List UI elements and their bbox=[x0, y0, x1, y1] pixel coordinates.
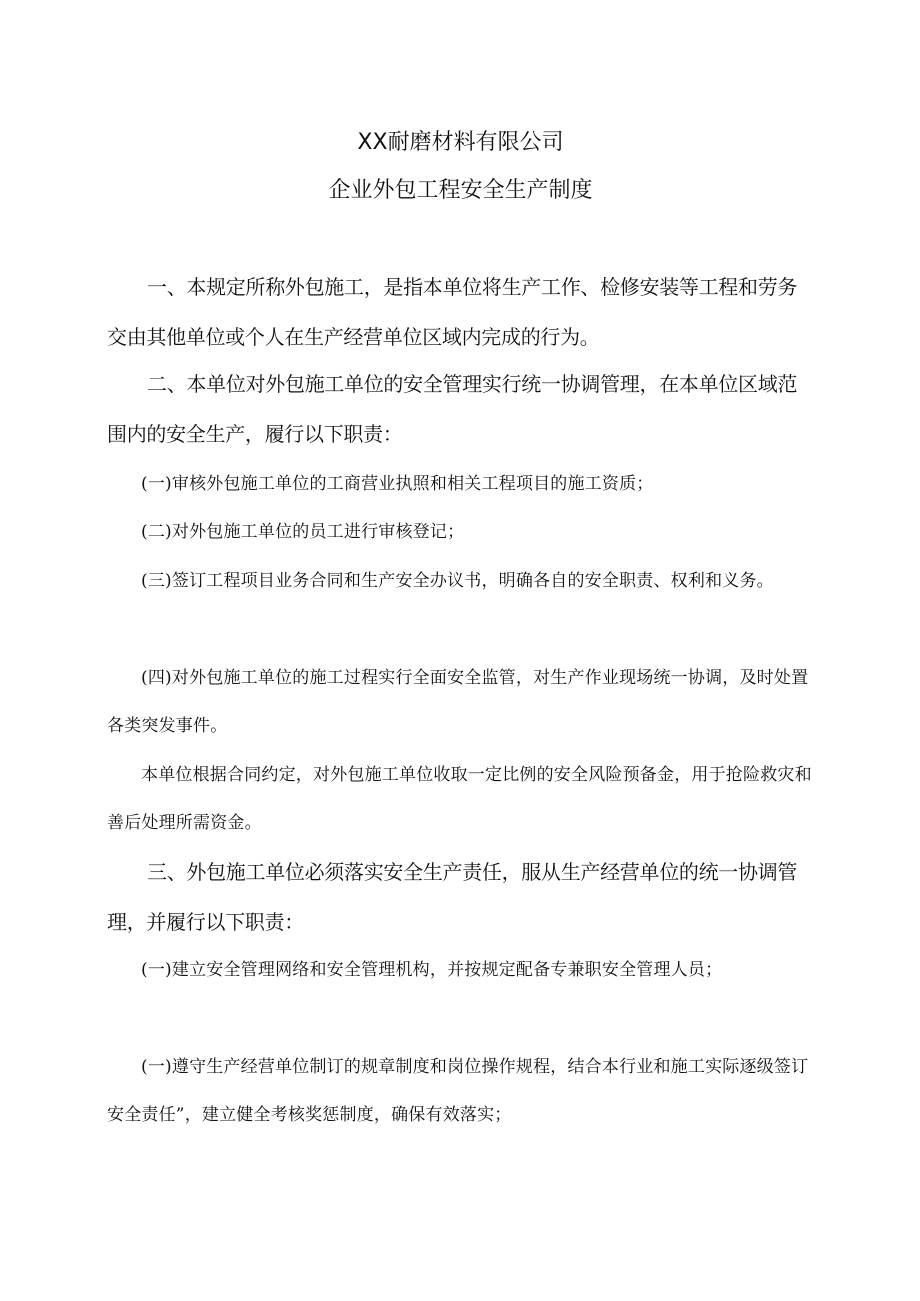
clause-2-item-1: (一)审核外包施工单位的工商营业执照和相关工程项目的施工资质； bbox=[141, 474, 654, 494]
clause-2-note: 本单位根据合同约定，对外包施工单位收取一定比例的安全风险预备金，用于抢险救灾和善后处理所需资金。 bbox=[107, 765, 812, 833]
clause-3-item-1: (一)建立安全管理网络和安全管理机构，并按规定配备专兼职安全管理人员； bbox=[141, 960, 723, 980]
clause-3-item-2: (一)遵守生产经营单位制订的规章制度和岗位操作规程，结合本行业和施工实际逐级签订安全责任”，建立健全考核奖惩制度，确保有效落实； bbox=[107, 1057, 809, 1125]
clause-2: 二、本单位对外包施工单位的安全管理实行统一协调管理，在本单位区域范围内的安全生产，履行以下职责： bbox=[107, 372, 798, 446]
company-name: XX耐磨材料有限公司 bbox=[357, 130, 564, 155]
clause-2-item-2: (二)对外包施工单位的员工进行审核登记； bbox=[141, 522, 465, 542]
document-title: 企业外包工程安全生产制度 bbox=[328, 178, 593, 203]
clause-1: 一、本规定所称外包施工，是指本单位将生产工作、检修安装等工程和劳务交由其他单位或个人在生产经营单位区域内完成的行为。 bbox=[107, 275, 798, 349]
clause-2-item-4: (四)对外包施工单位的施工过程实行全面安全监管，对生产作业现场统一协调，及时处置各类突发事件。 bbox=[107, 668, 809, 736]
clause-2-item-3: (三)签订工程项目业务合同和生产安全办议书，明确各自的安全职责、权利和义务。 bbox=[141, 571, 774, 591]
clause-3: 三、外包施工单位必须落实安全生产责任，服从生产经营单位的统一协调管理，并履行以下职责： bbox=[107, 860, 798, 934]
